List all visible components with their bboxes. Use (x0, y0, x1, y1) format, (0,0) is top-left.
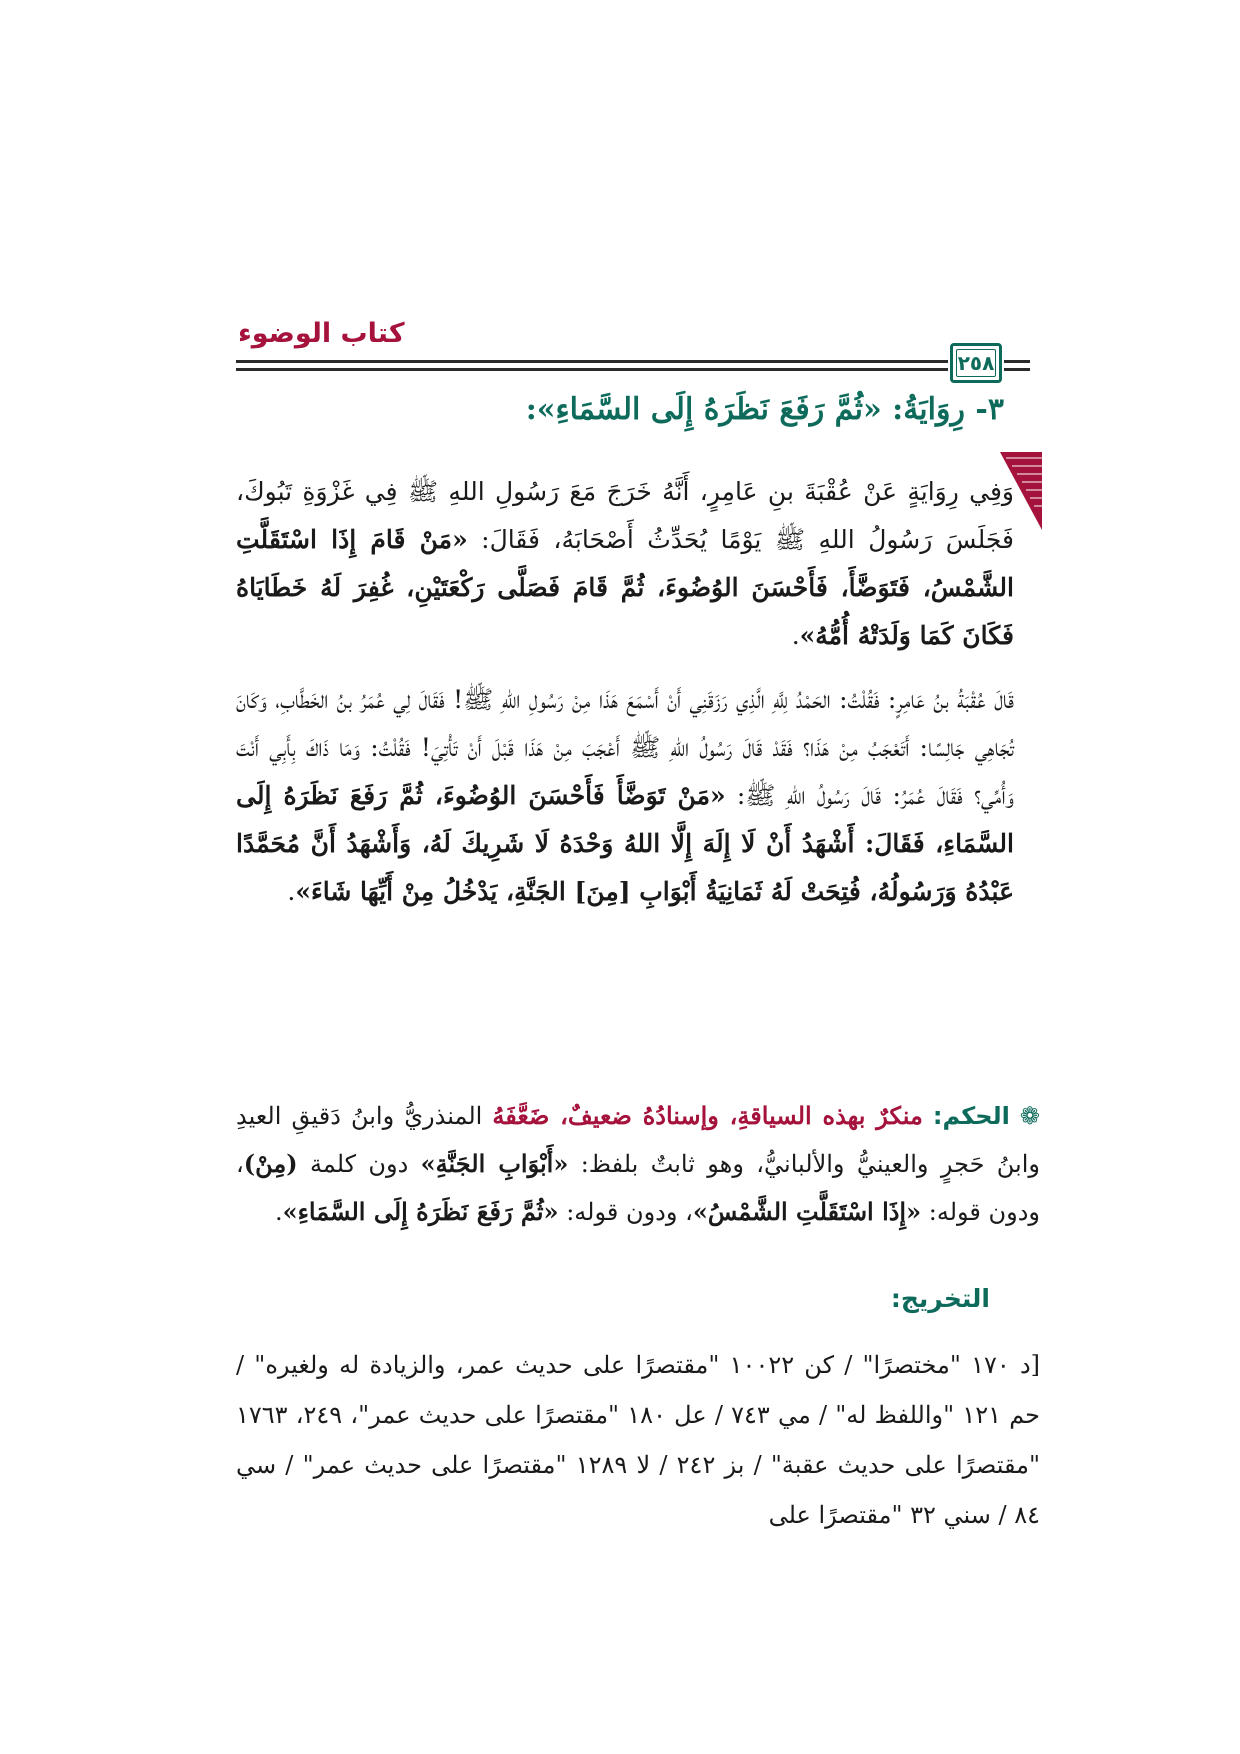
ruling-verdict: منكرٌ بهذه السياقةِ، وإسنادُهُ ضعيفٌ، ضَعَّفَهُ (492, 1101, 923, 1130)
ruling-label: الحكم: (932, 1102, 1010, 1130)
hadith-prophetic-text: «مَنْ قَامَ إِذَا اسْتَقَلَّتِ الشَّمْسُ، فَتَوَضَّأَ، فَأَحْسَنَ الوُضُوءَ، ثُمَّ قَامَ فَصَلَّى رَكْعَتَيْنِ، غُفِرَ لَهُ خَطَايَاهُ فَكَانَ كَمَا وَلَدَتْهُ أُمُّهُ» (236, 525, 1014, 650)
hadith-narration-text: وَفِي رِوَايَةٍ عَنْ عُقْبَةَ بنِ عَامِرٍ، أَنَّهُ خَرَجَ مَعَ رَسُولِ اللهِ ﷺ فِي غَزْوَةِ تَبُوكَ، فَجَلَسَ رَسُولُ اللهِ ﷺ يَوْمًا يُحَدِّثُ أَصْحَابَهُ، فَقَالَ: (236, 477, 1014, 554)
page-number-badge (950, 343, 1002, 383)
takhrij-paragraph: [د ١٧٠ "مختصرًا" / كن ١٠٠٢٢ "مقتصرًا على حديث عمر، والزيادة له ولغيره" / حم ١٢١ "واللفظ له" / مي ٧٤٣ / عل ١٨٠ "مقتصرًا على حديث عمر"، ٢٤٩، ١٧٦٣ "مقتصرًا على حديث عقبة" / بز ٢٤٢ / لا ١٢٨٩ "مقتصرًا على حديث عمر" / سي ٨٤ / سني ٣٢ "مقتصرًا على (236, 1351, 1041, 1529)
ruling-text: المنذريُّ وابنُ دَقيقِ العيدِ وابنُ حَجرٍ والعينيُّ والألبانيُّ، وهو ثابتٌ بلفظ: (236, 1102, 1040, 1178)
header-rule-bottom (236, 368, 948, 371)
ruling-quoted-phrase: «ثُمَّ رَفَعَ نَظَرَهُ إِلَى السَّمَاءِ» (282, 1197, 559, 1226)
hadith-narration-text: قَالَ عُقْبَةُ بنُ عَامِرٍ: فَقُلْتُ: الحَمْدُ لِلَّهِ الَّذِي رَزَقَنِي أَنْ أَسْمَعَ هَذَا مِنْ رَسُولِ اللهِ ﷺ! فَقَالَ لِي عُمَرُ بنُ الخَطَّابِ، وَكَانَ تُجَاهِي جَالِسًا: أَتَعْجَبُ مِنْ هَذَا؟ فَقَدْ قَالَ رَسُولُ اللهِ ﷺ أَعْجَبَ مِنْ هَذَا قَبْلَ أَنْ تَأْتِيَ! فَقُلْتُ: وَمَا ذَاكَ بِأَبِي أَنْتَ وَأُمِّي؟ فَقَالَ عُمَرُ: قَالَ رَسُولُ اللهِ ﷺ: (236, 685, 1014, 810)
ruling-quoted-phrase: «إِذَا اسْتَقَلَّتِ الشَّمْسُ» (692, 1197, 922, 1226)
punctuation: . (791, 621, 800, 650)
section-heading: ٣- رِوَايَةُ: «ثُمَّ رَفَعَ نَظَرَهُ إِلَى السَّمَاءِ»: (525, 392, 1004, 427)
ruling-text: دون كلمة (297, 1150, 421, 1178)
ruling-quoted-phrase: «أَبْوَابِ الجَنَّةِ» (420, 1149, 569, 1178)
ruling-text: ، ودون قوله: (558, 1198, 693, 1226)
ruling-paragraph (236, 1092, 1040, 1236)
page-number: ٢٥٨ (957, 351, 995, 375)
header-rule-top (236, 360, 948, 363)
ruling-text: . (274, 1198, 283, 1226)
takhrij-heading: التخريج: (890, 1284, 990, 1313)
header-rule-bottom-right (1004, 368, 1030, 371)
header-rule-top-right (1004, 360, 1030, 363)
hadith-prophetic-text: «مَنْ تَوَضَّأَ فَأَحْسَنَ الوُضُوءَ، ثُمَّ رَفَعَ نَظَرَهُ إِلَى السَّمَاءِ، فَقَالَ: أَشْهَدُ أَنْ لَا إِلَهَ إِلَّا اللهُ وَحْدَهُ لَا شَرِيكَ لَهُ، وَأَشْهَدُ أَنَّ مُحَمَّدًا عَبْدُهُ وَرَسُولُهُ، فُتِحَتْ لَهُ ثَمَانِيَةُ أَبْوَابِ [مِنَ] الجَنَّةِ، يَدْخُلُ مِنْ أَيِّهَا شَاءَ» (236, 781, 1014, 906)
punctuation: . (287, 877, 296, 906)
hadith-quote-paragraph-1 (236, 468, 1014, 660)
ruling-quoted-phrase: (مِنْ) (243, 1149, 298, 1178)
ruling-text: ، ودون قوله: (236, 1150, 1040, 1226)
hadith-quote-paragraph-2 (236, 676, 1014, 916)
running-header-book-title: كتاب الوضوء (238, 318, 405, 349)
flower-ornament-icon: ❁ (1019, 1102, 1040, 1130)
